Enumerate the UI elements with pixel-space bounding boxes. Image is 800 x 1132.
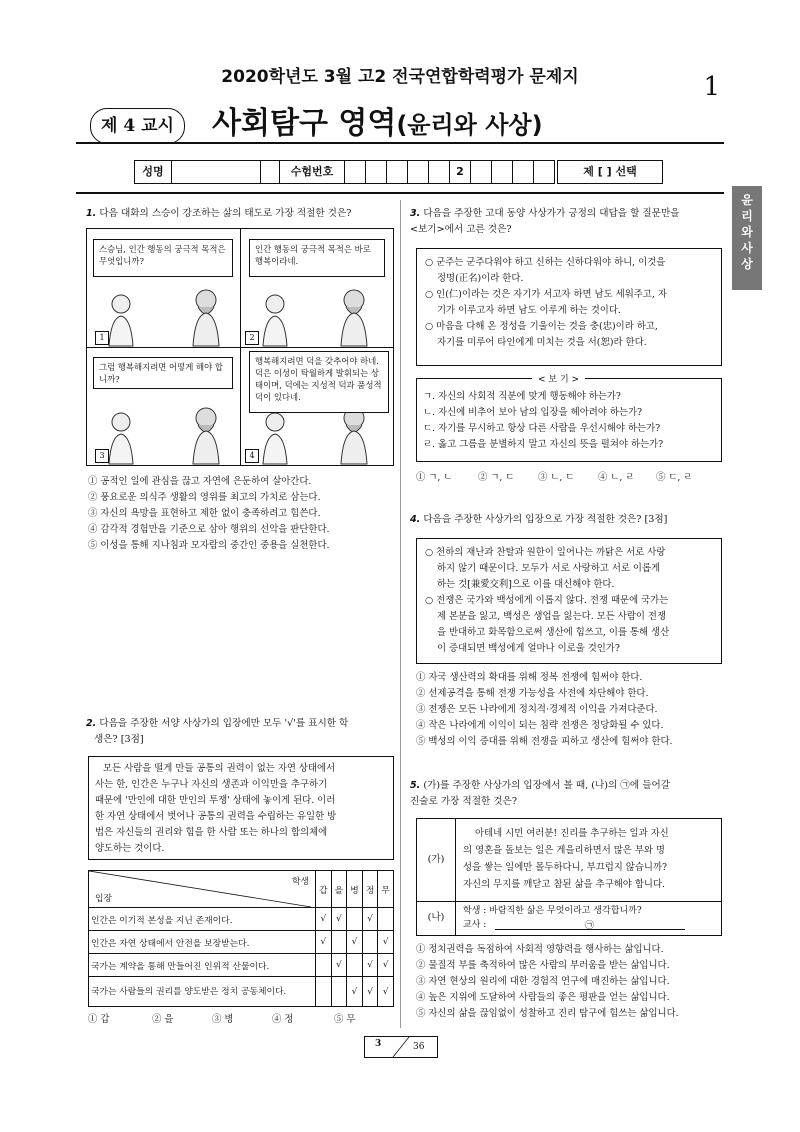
speech-bubble: 스승님, 인간 행동의 궁극적 목적은 무엇입니까? <box>93 239 233 277</box>
option[interactable]: ⑤ ㄷ, ㄹ <box>656 472 693 483</box>
check-cell: √ <box>316 908 332 931</box>
teacher-figure <box>341 408 367 464</box>
check-cell <box>347 908 363 931</box>
option[interactable]: ④ 높은 지위에 도달하여 사람들의 좋은 평판을 얻는 삶입니다. <box>416 992 670 1003</box>
check-cell: √ <box>362 954 378 977</box>
student-header: 병 <box>347 871 363 908</box>
exam-no-cell[interactable] <box>345 161 366 183</box>
question-number: 5. <box>410 780 421 791</box>
spacer <box>261 161 280 183</box>
answer-blank-marker: ㉠ <box>585 921 595 931</box>
ga-line: 아테네 시민 여러분! 진리를 추구하는 일과 자신 <box>475 828 669 839</box>
table-row <box>89 977 394 1007</box>
check-cell: √ <box>316 931 332 954</box>
quote-line: 을 반대하고 화목함으로써 생산에 힘쓰고, 이를 통해 생산 <box>437 627 670 638</box>
student-figure <box>263 295 287 346</box>
ga-line: 자신의 무지를 깨닫고 참된 삶을 추구해야 합니다. <box>463 879 665 890</box>
question-number: 2. <box>86 718 97 729</box>
row-label: 국가는 계약을 통해 만들어진 인위적 산물이다. <box>89 954 316 977</box>
quote-box <box>416 538 722 664</box>
quote-line: 정명(正名)이라 한다. <box>437 273 524 284</box>
question-number: 1. <box>86 208 97 219</box>
quote-box <box>416 248 722 366</box>
quote-line: ○ 천하의 재난과 찬탈과 원한이 일어나는 까닭은 서로 사랑 <box>425 547 666 558</box>
student-info-bar <box>134 160 555 184</box>
subject-sub: (윤리와 사상) <box>396 111 543 139</box>
option[interactable]: ⑤ 자신의 삶을 끊임없이 성찰하고 진리 탐구에 힘쓰는 삶입니다. <box>416 1008 679 1019</box>
option[interactable]: ④ 감각적 경험만을 기준으로 삼아 행위의 선악을 판단한다. <box>88 524 330 535</box>
student-header: 정 <box>362 871 378 908</box>
passage-line: 법은 자신들의 권리와 힘을 한 사람 또는 하나의 합의체에 <box>95 827 328 838</box>
footer-total: 36 <box>413 1042 425 1052</box>
question-text: <보기>에서 고른 것은? <box>410 224 512 235</box>
speech-bubble: 인간 행동의 궁극적 목적은 바로 행복이라네. <box>249 239 385 277</box>
bogi-item: ㄱ. 자신의 사회적 직분에 맞게 행동해야 하는가? <box>423 391 621 402</box>
option[interactable]: ① 갑 <box>88 1014 110 1025</box>
period-badge: 제 4 교시 <box>90 108 185 144</box>
question-text: 생은? [3점] <box>94 734 144 745</box>
quote-line: 이 증대되면 백성에게 얼마나 이로울 것인가? <box>437 643 620 654</box>
speech-bubble: 행복해지려면 덕을 갖추어야 하네. 덕은 이성이 탁월하게 발휘되는 상태이며, 덕에는 지성적 덕과 품성적 덕이 있다네. <box>249 351 389 413</box>
table-row <box>89 931 394 954</box>
quote-line: ○ 전쟁은 국가와 백성에게 이롭지 않다. 전쟁 때문에 국가는 <box>425 595 669 606</box>
exam-title: 2020학년도 3월 고2 전국연합학력평가 문제지 <box>221 67 579 87</box>
option[interactable]: ② 선제공격을 통해 전쟁 가능성을 사전에 차단해야 한다. <box>416 688 649 699</box>
check-cell <box>331 931 347 954</box>
check-cell <box>347 954 363 977</box>
side-tab-char: 와 <box>741 225 753 239</box>
option[interactable]: ② 풍요로운 의식주 생활의 영위를 최고의 가치로 삼는다. <box>88 492 321 503</box>
quote-line: 제 본분을 잃고, 백성은 생업을 잃는다. 모든 사람이 전쟁 <box>437 611 667 622</box>
check-cell: √ <box>378 931 394 954</box>
panel-number: 4 <box>245 449 259 463</box>
ga-line: 성을 쌓는 일에만 몰두하다니, 부끄럽지 않습니까? <box>463 862 668 873</box>
option[interactable]: ① 정치권력을 독점하여 사회적 영향력을 행사하는 삶입니다. <box>416 944 664 955</box>
check-cell <box>331 977 347 1007</box>
option[interactable]: ① 공적인 일에 관심을 끊고 자연에 은둔하여 살아간다. <box>88 476 312 487</box>
check-cell <box>316 977 332 1007</box>
student-header: 갑 <box>316 871 332 908</box>
student-figure <box>263 413 287 464</box>
table-row <box>89 908 394 931</box>
teacher-figure <box>341 290 367 346</box>
check-cell: √ <box>347 977 363 1007</box>
student-header: 무 <box>378 871 394 908</box>
bogi-title: < 보 기 > <box>532 372 585 385</box>
option[interactable]: ⑤ 무 <box>334 1014 356 1025</box>
table-row <box>89 954 394 977</box>
option[interactable]: ④ 작은 나라에게 이익이 되는 침략 전쟁은 정당화될 수 있다. <box>416 720 664 731</box>
question-text: 다음 대화의 스승이 강조하는 삶의 태도로 가장 적절한 것은? <box>99 208 352 219</box>
na-line: 학생 : 바람직한 삶은 무엇이라고 생각합니까? <box>463 906 642 916</box>
corner-diagonal <box>89 871 311 907</box>
exam-no-label: 수험번호 <box>280 161 345 183</box>
option[interactable]: ② ㄱ, ㄷ <box>478 472 515 483</box>
option[interactable]: ③ 병 <box>212 1014 234 1025</box>
bogi-item: ㄴ. 자신에 비추어 보아 남의 입장을 헤아려야 하는가? <box>423 407 643 418</box>
comic-frame <box>86 228 394 466</box>
quote-line: 하는 것[兼愛交利]으로 이를 대신해야 한다. <box>437 579 615 590</box>
exam-no-cell[interactable] <box>408 161 429 183</box>
side-tab-char: 리 <box>741 209 753 223</box>
speech-bubble: 그럼 행복해지려면 어떻게 해야 합니까? <box>93 357 233 389</box>
question-3 <box>410 206 726 238</box>
side-tab-char: 윤 <box>741 193 753 207</box>
quote-line: ○ 인(仁)이라는 것은 자기가 서고자 하면 남도 세워주고, 자 <box>425 289 667 300</box>
option[interactable]: ① 자국 생산력의 확대를 위해 정복 전쟁에 힘써야 한다. <box>416 672 643 683</box>
row-label: 인간은 이기적 본성을 지닌 존재이다. <box>89 908 316 931</box>
option[interactable]: ② 물질적 부를 축적하여 많은 사람의 부러움을 받는 삶입니다. <box>416 960 670 971</box>
panel-number: 3 <box>95 449 109 463</box>
option[interactable]: ③ ㄴ, ㄷ <box>538 472 575 483</box>
exam-no-cell[interactable] <box>471 161 492 183</box>
check-cell: √ <box>378 954 394 977</box>
check-cell: √ <box>347 931 363 954</box>
exam-no-cell[interactable]: 2 <box>450 161 471 183</box>
ga-line: 의 영혼을 돌보는 일은 게을리하면서 많은 부와 명 <box>463 845 665 856</box>
check-cell <box>362 931 378 954</box>
ga-na-divider <box>417 901 721 902</box>
name-field[interactable] <box>172 161 261 183</box>
header-rule <box>76 142 724 144</box>
quote-line: 하지 않기 때문이다. 모두가 서로 사랑하고 서로 이롭게 <box>437 563 661 574</box>
passage-line: 때문에 '만인에 대한 만인의 투쟁' 상태에 놓이게 된다. 이러 <box>95 795 336 806</box>
option[interactable]: ② 을 <box>152 1014 174 1025</box>
teacher-figure <box>193 290 219 346</box>
check-cell: √ <box>331 954 347 977</box>
check-cell <box>316 954 332 977</box>
choice-field[interactable]: 제 [ ] 선택 <box>557 160 663 184</box>
corner-top-label: 학생 <box>292 877 309 887</box>
question-text: 다음을 주장한 사상가의 입장으로 가장 적절한 것은? [3점] <box>423 514 668 525</box>
subject-main: 사회탐구 영역 <box>212 106 397 141</box>
exam-no-cell[interactable] <box>387 161 408 183</box>
quote-line: 자기를 미루어 타인에게 미치는 것을 서(恕)라 한다. <box>437 337 647 348</box>
page-number: 1 <box>703 72 720 102</box>
question-text: 진술로 가장 적절한 것은? <box>410 796 517 807</box>
check-cell <box>378 908 394 931</box>
passage-line: 양도하는 것이다. <box>95 843 165 854</box>
judgement-table <box>88 870 394 1007</box>
question-4 <box>410 512 726 528</box>
question-text: (가)를 주장한 사상가의 입장에서 볼 때, (나)의 ㉠에 들어갈 <box>423 780 671 791</box>
side-tab-char: 사 <box>741 241 753 255</box>
exam-no-cell[interactable] <box>534 161 554 183</box>
panel-number: 2 <box>245 331 259 345</box>
question-2 <box>86 716 398 748</box>
footer-page: 3 <box>375 1039 382 1049</box>
bogi-item: ㄷ. 자기를 무시하고 항상 다른 사람을 우선시해야 하는가? <box>423 423 661 434</box>
name-label: 성명 <box>135 161 172 183</box>
quote-line: 기가 이루고자 하면 남도 이루게 하는 것이다. <box>437 305 621 316</box>
passage-line: 한 자연 상태에서 벗어나 공통의 권력을 수립하는 유일한 방 <box>95 811 337 822</box>
option[interactable]: ⑤ 백성의 이익 증대를 위해 전쟁을 피하고 생산에 힘써야 한다. <box>416 736 673 747</box>
ga-text <box>463 825 717 893</box>
ga-label: (가) <box>417 819 456 901</box>
exam-no-cell[interactable] <box>429 161 450 183</box>
option[interactable]: ④ 정 <box>272 1014 294 1025</box>
column-divider <box>400 200 401 1028</box>
question-text: 다음을 주장한 서양 사상가의 입장에만 모두 '√'를 표시한 학 <box>99 718 349 729</box>
option[interactable]: ① ㄱ, ㄴ <box>416 472 453 483</box>
option[interactable]: ③ 자연 현상의 원리에 대한 경험적 연구에 매진하는 삶입니다. <box>416 976 670 987</box>
table-corner <box>89 871 316 908</box>
option[interactable]: ③ 전쟁은 모든 나라에게 정치적·경제적 이익을 가져다준다. <box>416 704 658 715</box>
exam-no-cell[interactable] <box>492 161 513 183</box>
question-number: 4. <box>410 514 421 525</box>
na-line: 교사 : <box>463 920 487 930</box>
quote-line: ○ 마음을 다해 온 정성을 기울이는 것을 충(忠)이라 하고, <box>425 321 658 332</box>
check-cell: √ <box>362 977 378 1007</box>
passage-line: 모든 사람을 떨게 만들 공통의 권력이 없는 자연 상태에서 <box>103 763 336 774</box>
option[interactable]: ③ 자신의 욕망을 표현하고 제한 없이 충족하려고 힘쓴다. <box>88 508 321 519</box>
exam-no-cell[interactable] <box>513 161 534 183</box>
passage-line: 사는 한, 인간은 누구나 자신의 생존과 이익만을 추구하기 <box>95 779 328 790</box>
check-cell: √ <box>362 908 378 931</box>
question-number: 3. <box>410 208 421 219</box>
check-cell: √ <box>331 908 347 931</box>
na-label: (나) <box>417 901 456 935</box>
exam-no-cell[interactable] <box>366 161 387 183</box>
bogi-box <box>416 375 722 462</box>
check-cell: √ <box>378 977 394 1007</box>
info-rule <box>76 192 724 194</box>
side-tab-char: 상 <box>741 257 753 271</box>
subject-title <box>212 98 543 142</box>
panel-number: 1 <box>95 331 109 345</box>
teacher-figure <box>193 408 219 464</box>
quote-line: ○ 군주는 군주다워야 하고 신하는 신하다워야 하니, 이것을 <box>425 257 666 268</box>
question-text: 다음을 주장한 고대 동양 사상가가 긍정의 대답을 할 질문만을 <box>423 208 680 219</box>
option[interactable]: ④ ㄴ, ㄹ <box>598 472 635 483</box>
row-label: 인간은 자연 상태에서 안전을 보장받는다. <box>89 931 316 954</box>
ga-na-box <box>416 818 722 936</box>
student-figure <box>109 413 133 464</box>
student-figure <box>109 295 133 346</box>
question-1 <box>86 206 396 222</box>
passage-box <box>88 756 394 860</box>
bogi-item: ㄹ. 옳고 그름을 분별하지 말고 자신의 뜻을 펼쳐야 하는가? <box>423 439 664 450</box>
option[interactable]: ⑤ 이성을 통해 지나침과 모자람의 중간인 중용을 실천한다. <box>88 540 330 551</box>
page-footer <box>364 1036 438 1058</box>
row-label: 국가는 사람들의 권리를 양도받은 정치 공동체이다. <box>89 977 316 1007</box>
subject-side-tab <box>732 186 762 290</box>
student-header: 을 <box>331 871 347 908</box>
corner-bottom-label: 입장 <box>95 894 112 904</box>
question-5 <box>410 778 726 810</box>
